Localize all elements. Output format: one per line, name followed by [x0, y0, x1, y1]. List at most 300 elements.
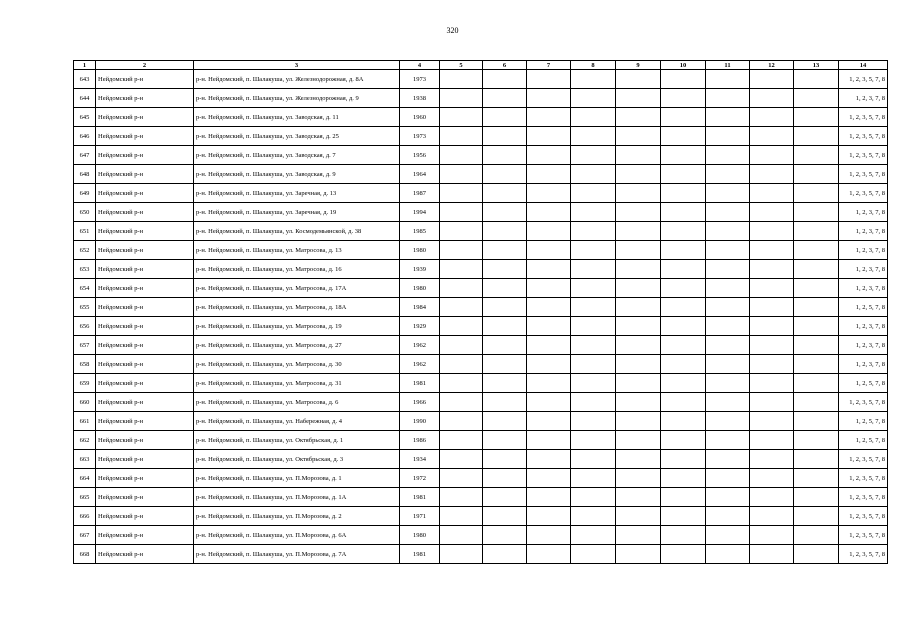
year-cell: 1987	[400, 184, 440, 203]
year-cell: 1980	[400, 279, 440, 298]
empty-cell	[661, 279, 706, 298]
codes-cell: 1, 2, 3, 5, 7, 8	[839, 450, 888, 469]
empty-cell	[794, 412, 839, 431]
empty-cell	[571, 184, 616, 203]
codes-cell: 1, 2, 3, 5, 7, 8	[839, 393, 888, 412]
empty-cell	[794, 469, 839, 488]
codes-cell: 1, 2, 3, 7, 8	[839, 336, 888, 355]
empty-cell	[750, 127, 794, 146]
empty-cell	[750, 355, 794, 374]
empty-cell	[571, 298, 616, 317]
empty-cell	[527, 431, 571, 450]
address-cell: р-н. Нейдомский, п. Шалакуша, ул. Матросова, д. 6	[194, 393, 400, 412]
row-number-cell: 665	[74, 488, 96, 507]
address-cell: р-н. Нейдомский, п. Шалакуша, ул. Матросова, д. 30	[194, 355, 400, 374]
row-number-cell: 656	[74, 317, 96, 336]
empty-cell	[527, 450, 571, 469]
empty-cell	[661, 431, 706, 450]
address-cell: р-н. Нейдомский, п. Шалакуша, ул. Матросова, д. 31	[194, 374, 400, 393]
empty-cell	[750, 431, 794, 450]
empty-cell	[527, 260, 571, 279]
empty-cell	[750, 545, 794, 564]
empty-cell	[571, 89, 616, 108]
empty-cell	[706, 431, 750, 450]
empty-cell	[527, 336, 571, 355]
address-cell: р-н. Нейдомский, п. Шалакуша, ул. Заречная, д. 19	[194, 203, 400, 222]
empty-cell	[483, 393, 527, 412]
empty-cell	[661, 450, 706, 469]
empty-cell	[616, 526, 661, 545]
empty-cell	[440, 279, 483, 298]
district-cell: Нейдомский р-н	[96, 146, 194, 165]
empty-cell	[661, 507, 706, 526]
empty-cell	[483, 488, 527, 507]
empty-cell	[571, 355, 616, 374]
empty-cell	[706, 469, 750, 488]
empty-cell	[661, 184, 706, 203]
year-cell: 1994	[400, 203, 440, 222]
empty-cell	[661, 203, 706, 222]
empty-cell	[750, 450, 794, 469]
empty-cell	[616, 355, 661, 374]
row-number-cell: 645	[74, 108, 96, 127]
empty-cell	[616, 165, 661, 184]
empty-cell	[527, 545, 571, 564]
empty-cell	[527, 108, 571, 127]
empty-cell	[706, 298, 750, 317]
empty-cell	[706, 450, 750, 469]
empty-cell	[483, 146, 527, 165]
empty-cell	[794, 222, 839, 241]
empty-cell	[661, 70, 706, 89]
address-cell: р-н. Нейдомский, п. Шалакуша, ул. П.Морозова, д. 1	[194, 469, 400, 488]
empty-cell	[616, 488, 661, 507]
empty-cell	[440, 89, 483, 108]
table-row	[74, 108, 888, 127]
empty-cell	[571, 241, 616, 260]
district-cell: Нейдомский р-н	[96, 165, 194, 184]
empty-cell	[616, 279, 661, 298]
year-cell: 1980	[400, 241, 440, 260]
empty-cell	[616, 412, 661, 431]
district-cell: Нейдомский р-н	[96, 355, 194, 374]
district-cell: Нейдомский р-н	[96, 298, 194, 317]
codes-cell: 1, 2, 3, 5, 7, 8	[839, 70, 888, 89]
empty-cell	[706, 317, 750, 336]
empty-cell	[483, 222, 527, 241]
empty-cell	[706, 507, 750, 526]
empty-cell	[616, 545, 661, 564]
empty-cell	[483, 469, 527, 488]
empty-cell	[616, 203, 661, 222]
empty-cell	[750, 336, 794, 355]
empty-cell	[616, 184, 661, 203]
empty-cell	[440, 526, 483, 545]
address-cell: р-н. Нейдомский, п. Шалакуша, ул. П.Морозова, д. 6А	[194, 526, 400, 545]
address-cell: р-н. Нейдомский, п. Шалакуша, ул. Космодемьянской, д. 38	[194, 222, 400, 241]
column-header: 8	[571, 61, 616, 70]
district-cell: Нейдомский р-н	[96, 336, 194, 355]
codes-cell: 1, 2, 3, 7, 8	[839, 89, 888, 108]
empty-cell	[571, 108, 616, 127]
address-cell: р-н. Нейдомский, п. Шалакуша, ул. Октябрьская, д. 3	[194, 450, 400, 469]
empty-cell	[706, 70, 750, 89]
empty-cell	[661, 336, 706, 355]
empty-cell	[706, 355, 750, 374]
empty-cell	[440, 260, 483, 279]
empty-cell	[440, 184, 483, 203]
column-header: 2	[96, 61, 194, 70]
empty-cell	[483, 89, 527, 108]
address-cell: р-н. Нейдомский, п. Шалакуша, ул. Заречная, д. 13	[194, 184, 400, 203]
empty-cell	[440, 222, 483, 241]
empty-cell	[661, 108, 706, 127]
empty-cell	[794, 279, 839, 298]
empty-cell	[571, 412, 616, 431]
district-cell: Нейдомский р-н	[96, 317, 194, 336]
district-cell: Нейдомский р-н	[96, 507, 194, 526]
empty-cell	[706, 165, 750, 184]
column-header: 7	[527, 61, 571, 70]
address-cell: р-н. Нейдомский, п. Шалакуша, ул. Матросова, д. 27	[194, 336, 400, 355]
table-row	[74, 431, 888, 450]
year-cell: 1966	[400, 393, 440, 412]
empty-cell	[706, 412, 750, 431]
empty-cell	[706, 279, 750, 298]
empty-cell	[706, 203, 750, 222]
year-cell: 1939	[400, 260, 440, 279]
empty-cell	[440, 203, 483, 222]
empty-cell	[706, 127, 750, 146]
empty-cell	[527, 222, 571, 241]
empty-cell	[571, 222, 616, 241]
empty-cell	[750, 222, 794, 241]
empty-cell	[794, 317, 839, 336]
empty-cell	[440, 298, 483, 317]
empty-cell	[750, 184, 794, 203]
codes-cell: 1, 2, 3, 7, 8	[839, 241, 888, 260]
empty-cell	[571, 70, 616, 89]
page-number: 320	[446, 26, 459, 35]
codes-cell: 1, 2, 3, 7, 8	[839, 317, 888, 336]
year-cell: 1962	[400, 336, 440, 355]
empty-cell	[440, 488, 483, 507]
empty-cell	[706, 374, 750, 393]
table-row	[74, 507, 888, 526]
codes-cell: 1, 2, 3, 7, 8	[839, 260, 888, 279]
row-number-cell: 646	[74, 127, 96, 146]
empty-cell	[571, 545, 616, 564]
empty-cell	[750, 70, 794, 89]
empty-cell	[440, 374, 483, 393]
empty-cell	[616, 336, 661, 355]
empty-cell	[706, 488, 750, 507]
empty-cell	[661, 165, 706, 184]
address-cell: р-н. Нейдомский, п. Шалакуша, ул. Железнодорожная, д. 8А	[194, 70, 400, 89]
year-cell: 1956	[400, 146, 440, 165]
table-body	[74, 70, 888, 564]
table-row	[74, 241, 888, 260]
empty-cell	[616, 127, 661, 146]
empty-cell	[616, 241, 661, 260]
empty-cell	[527, 393, 571, 412]
column-header: 10	[661, 61, 706, 70]
district-cell: Нейдомский р-н	[96, 431, 194, 450]
district-cell: Нейдомский р-н	[96, 393, 194, 412]
address-cell: р-н. Нейдомский, п. Шалакуша, ул. Заводская, д. 25	[194, 127, 400, 146]
table-row	[74, 469, 888, 488]
empty-cell	[483, 545, 527, 564]
empty-cell	[527, 127, 571, 146]
district-cell: Нейдомский р-н	[96, 412, 194, 431]
empty-cell	[750, 412, 794, 431]
year-cell: 1984	[400, 298, 440, 317]
empty-cell	[794, 488, 839, 507]
codes-cell: 1, 2, 3, 5, 7, 8	[839, 507, 888, 526]
empty-cell	[527, 488, 571, 507]
row-number-cell: 647	[74, 146, 96, 165]
empty-cell	[750, 317, 794, 336]
empty-cell	[440, 412, 483, 431]
empty-cell	[794, 165, 839, 184]
district-cell: Нейдомский р-н	[96, 127, 194, 146]
year-cell: 1929	[400, 317, 440, 336]
empty-cell	[706, 526, 750, 545]
table-row	[74, 184, 888, 203]
year-cell: 1981	[400, 374, 440, 393]
district-cell: Нейдомский р-н	[96, 279, 194, 298]
row-number-cell: 663	[74, 450, 96, 469]
empty-cell	[661, 89, 706, 108]
empty-cell	[750, 469, 794, 488]
empty-cell	[527, 469, 571, 488]
empty-cell	[483, 127, 527, 146]
empty-cell	[616, 260, 661, 279]
empty-cell	[794, 374, 839, 393]
codes-cell: 1, 2, 3, 7, 8	[839, 355, 888, 374]
empty-cell	[571, 146, 616, 165]
address-cell: р-н. Нейдомский, п. Шалакуша, ул. Матросова, д. 13	[194, 241, 400, 260]
empty-cell	[750, 203, 794, 222]
empty-cell	[661, 298, 706, 317]
empty-cell	[483, 108, 527, 127]
empty-cell	[750, 89, 794, 108]
empty-cell	[706, 393, 750, 412]
district-cell: Нейдомский р-н	[96, 241, 194, 260]
district-cell: Нейдомский р-н	[96, 526, 194, 545]
empty-cell	[706, 260, 750, 279]
empty-cell	[483, 355, 527, 374]
empty-cell	[483, 165, 527, 184]
empty-cell	[483, 260, 527, 279]
empty-cell	[440, 241, 483, 260]
empty-cell	[794, 336, 839, 355]
empty-cell	[483, 241, 527, 260]
empty-cell	[440, 127, 483, 146]
district-cell: Нейдомский р-н	[96, 545, 194, 564]
empty-cell	[483, 450, 527, 469]
empty-cell	[616, 70, 661, 89]
empty-cell	[794, 507, 839, 526]
empty-cell	[527, 146, 571, 165]
row-number-cell: 650	[74, 203, 96, 222]
empty-cell	[527, 279, 571, 298]
empty-cell	[440, 450, 483, 469]
empty-cell	[571, 165, 616, 184]
row-number-cell: 653	[74, 260, 96, 279]
empty-cell	[527, 355, 571, 374]
column-header: 4	[400, 61, 440, 70]
row-number-cell: 660	[74, 393, 96, 412]
empty-cell	[527, 89, 571, 108]
table-row	[74, 165, 888, 184]
address-cell: р-н. Нейдомский, п. Шалакуша, ул. П.Морозова, д. 2	[194, 507, 400, 526]
empty-cell	[750, 241, 794, 260]
codes-cell: 1, 2, 3, 5, 7, 8	[839, 545, 888, 564]
column-header: 9	[616, 61, 661, 70]
empty-cell	[706, 545, 750, 564]
codes-cell: 1, 2, 3, 5, 7, 8	[839, 108, 888, 127]
empty-cell	[661, 545, 706, 564]
header-row	[74, 61, 888, 70]
empty-cell	[571, 260, 616, 279]
empty-cell	[571, 507, 616, 526]
address-cell: р-н. Нейдомский, п. Шалакуша, ул. Матросова, д. 19	[194, 317, 400, 336]
table-row	[74, 127, 888, 146]
column-header: 6	[483, 61, 527, 70]
address-cell: р-н. Нейдомский, п. Шалакуша, ул. Матросова, д. 17А	[194, 279, 400, 298]
empty-cell	[616, 317, 661, 336]
codes-cell: 1, 2, 3, 5, 7, 8	[839, 469, 888, 488]
year-cell: 1960	[400, 108, 440, 127]
row-number-cell: 664	[74, 469, 96, 488]
empty-cell	[483, 317, 527, 336]
row-number-cell: 654	[74, 279, 96, 298]
empty-cell	[483, 507, 527, 526]
column-header: 12	[750, 61, 794, 70]
row-number-cell: 649	[74, 184, 96, 203]
year-cell: 1985	[400, 222, 440, 241]
year-cell: 1962	[400, 355, 440, 374]
table-row	[74, 355, 888, 374]
year-cell: 1973	[400, 70, 440, 89]
empty-cell	[571, 336, 616, 355]
empty-cell	[750, 165, 794, 184]
empty-cell	[794, 108, 839, 127]
empty-cell	[750, 393, 794, 412]
codes-cell: 1, 2, 3, 5, 7, 8	[839, 165, 888, 184]
empty-cell	[440, 431, 483, 450]
row-number-cell: 652	[74, 241, 96, 260]
codes-cell: 1, 2, 3, 5, 7, 8	[839, 526, 888, 545]
empty-cell	[483, 431, 527, 450]
empty-cell	[483, 298, 527, 317]
empty-cell	[616, 222, 661, 241]
empty-cell	[571, 317, 616, 336]
codes-cell: 1, 2, 5, 7, 8	[839, 374, 888, 393]
empty-cell	[616, 469, 661, 488]
district-cell: Нейдомский р-н	[96, 184, 194, 203]
empty-cell	[616, 146, 661, 165]
empty-cell	[661, 241, 706, 260]
column-header: 5	[440, 61, 483, 70]
row-number-cell: 657	[74, 336, 96, 355]
codes-cell: 1, 2, 5, 7, 8	[839, 412, 888, 431]
empty-cell	[571, 279, 616, 298]
empty-cell	[571, 526, 616, 545]
empty-cell	[794, 127, 839, 146]
address-cell: р-н. Нейдомский, п. Шалакуша, ул. Октябрьская, д. 1	[194, 431, 400, 450]
row-number-cell: 662	[74, 431, 96, 450]
empty-cell	[706, 108, 750, 127]
column-header: 13	[794, 61, 839, 70]
empty-cell	[794, 545, 839, 564]
year-cell: 1986	[400, 431, 440, 450]
empty-cell	[527, 298, 571, 317]
table-row	[74, 393, 888, 412]
empty-cell	[440, 393, 483, 412]
district-cell: Нейдомский р-н	[96, 260, 194, 279]
empty-cell	[750, 298, 794, 317]
year-cell: 1971	[400, 507, 440, 526]
column-header: 1	[74, 61, 96, 70]
empty-cell	[661, 393, 706, 412]
empty-cell	[616, 298, 661, 317]
row-number-cell: 651	[74, 222, 96, 241]
table-row	[74, 89, 888, 108]
empty-cell	[794, 241, 839, 260]
empty-cell	[440, 317, 483, 336]
district-cell: Нейдомский р-н	[96, 469, 194, 488]
empty-cell	[794, 393, 839, 412]
row-number-cell: 655	[74, 298, 96, 317]
table-row	[74, 146, 888, 165]
empty-cell	[794, 526, 839, 545]
empty-cell	[440, 545, 483, 564]
empty-cell	[527, 241, 571, 260]
column-header: 14	[839, 61, 888, 70]
year-cell: 1938	[400, 89, 440, 108]
table-row	[74, 336, 888, 355]
codes-cell: 1, 2, 3, 5, 7, 8	[839, 184, 888, 203]
empty-cell	[483, 184, 527, 203]
empty-cell	[750, 108, 794, 127]
empty-cell	[750, 374, 794, 393]
address-cell: р-н. Нейдомский, п. Шалакуша, ул. Матросова, д. 16	[194, 260, 400, 279]
row-number-cell: 666	[74, 507, 96, 526]
empty-cell	[661, 355, 706, 374]
empty-cell	[661, 127, 706, 146]
empty-cell	[706, 336, 750, 355]
empty-cell	[527, 374, 571, 393]
empty-cell	[527, 203, 571, 222]
table-row	[74, 450, 888, 469]
empty-cell	[794, 450, 839, 469]
empty-cell	[483, 374, 527, 393]
empty-cell	[750, 526, 794, 545]
empty-cell	[616, 374, 661, 393]
empty-cell	[440, 507, 483, 526]
empty-cell	[483, 203, 527, 222]
year-cell: 1981	[400, 488, 440, 507]
empty-cell	[750, 507, 794, 526]
codes-cell: 1, 2, 3, 7, 8	[839, 279, 888, 298]
empty-cell	[440, 70, 483, 89]
district-cell: Нейдомский р-н	[96, 450, 194, 469]
empty-cell	[794, 146, 839, 165]
address-cell: р-н. Нейдомский, п. Шалакуша, ул. Заводская, д. 9	[194, 165, 400, 184]
row-number-cell: 661	[74, 412, 96, 431]
